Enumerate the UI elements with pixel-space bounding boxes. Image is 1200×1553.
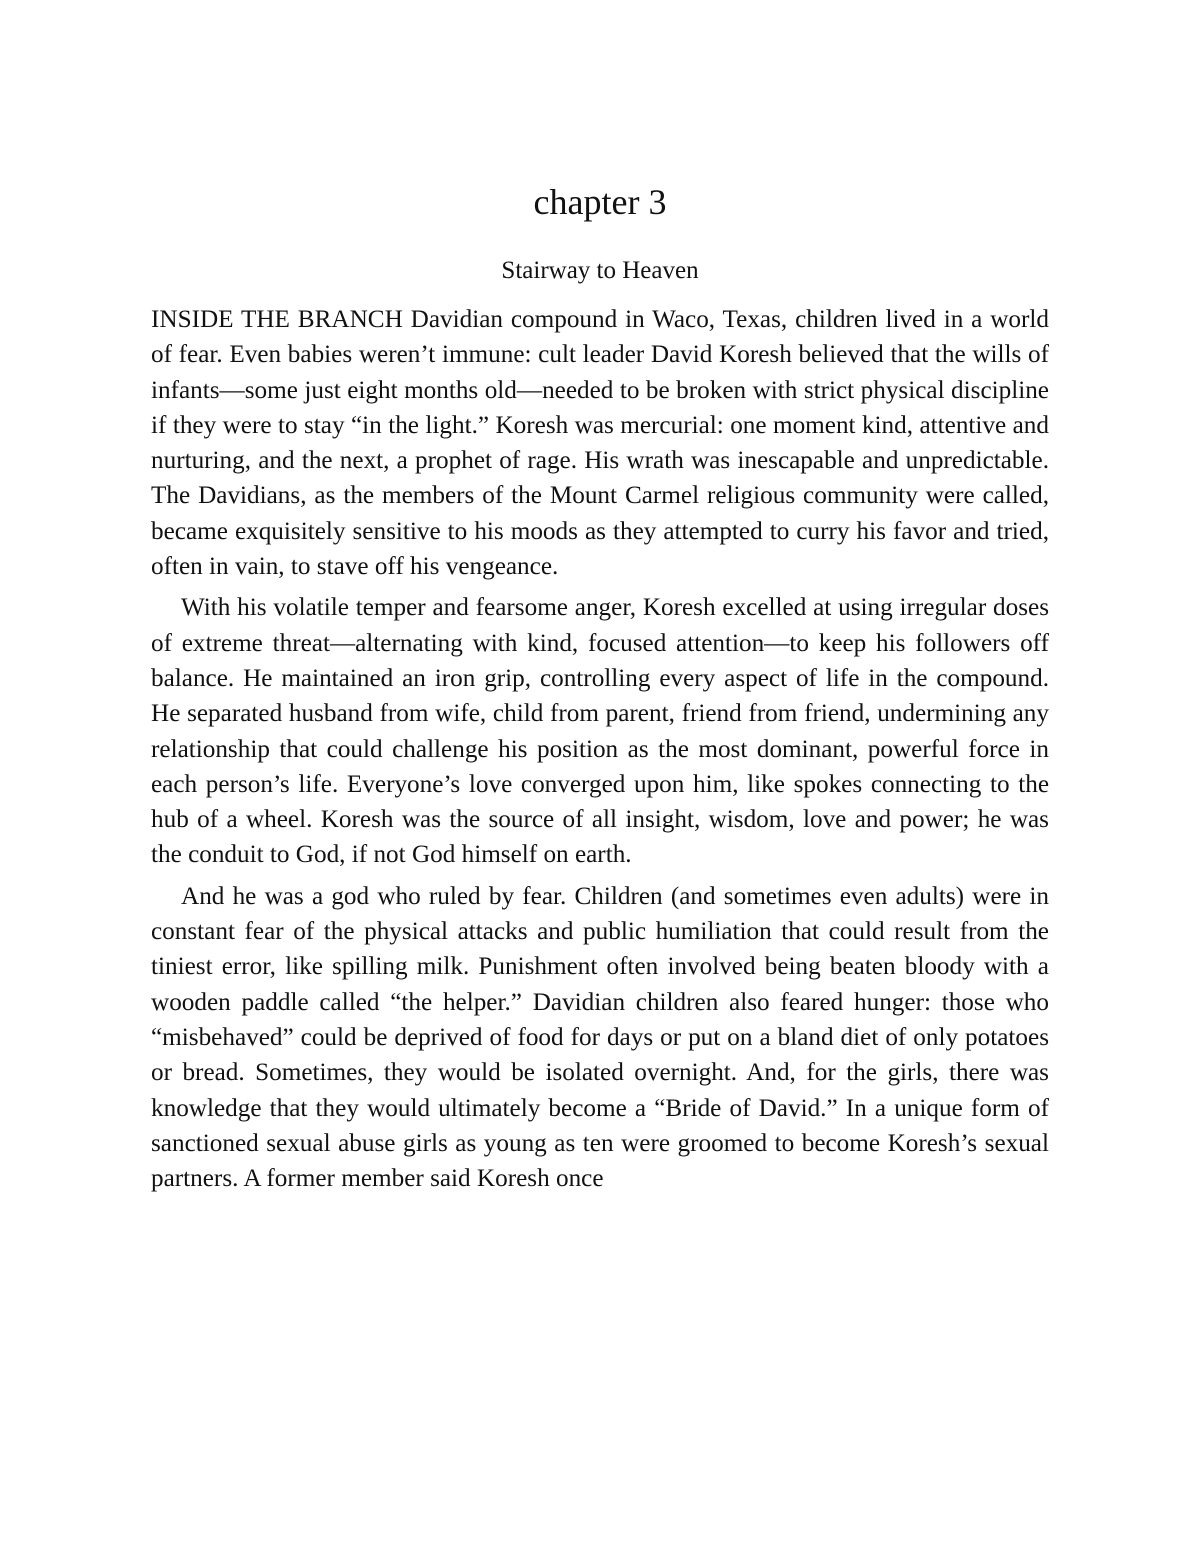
chapter-subtitle: Stairway to Heaven: [501, 257, 699, 284]
paragraph-3: And he was a god who ruled by fear. Children (and sometimes even adults) were in constant fear of the physical attacks and public humiliation that could result from the tiniest error, like spilling milk. Punishment often involved being beaten bloody with a wooden paddle called “the helper.” Davidian children also feared hunger: those who “misbehaved” could be deprived of food for days or put on a bland diet of only potatoes or bread. Sometimes, they would be isolated overnight. And, for the girls, there was knowledge that they would ultimately become a “Bride of David.” In a unique form of sanctioned sexual abuse girls as young as ten were groomed to become Koresh’s sexual partners. A former member said Koresh once: [151, 882, 1049, 1193]
paragraph-1: INSIDE THE BRANCH Davidian compound in Waco, Texas, children lived in a world of fear. Even babies weren’t immune: cult leader David Koresh believed that the wills of infants—some just eight months old—needed to be broken with strict physical discipline if they were to stay “in the light.” Koresh was mercurial: one moment kind, attentive and nurturing, and the next, a prophet of rage. His wrath was inescapable and unpredictable. The Davidians, as the members of the Mount Carmel religious community were called, became exquisitely sensitive to his moods as they attempted to curry his favor and tried, often in vain, to stave off his vengeance.: [151, 306, 1049, 581]
body-text: [151, 302, 1049, 1196]
chapter-heading: chapter 3: [533, 182, 667, 222]
paragraph-2: With his volatile temper and fearsome anger, Koresh excelled at using irregular doses of extreme threat—alternating with kind, focused attention—to keep his followers off balance. He maintained an iron grip, controlling every aspect of life in the compound. He separated husband from wife, child from parent, friend from friend, undermining any relationship that could challenge his position as the most dominant, powerful force in each person’s life. Everyone’s love converged upon him, like spokes connecting to the hub of a wheel. Koresh was the source of all insight, wisdom, love and power; he was the conduit to God, if not God himself on earth.: [151, 594, 1049, 869]
document-page: [151, 178, 1049, 1202]
